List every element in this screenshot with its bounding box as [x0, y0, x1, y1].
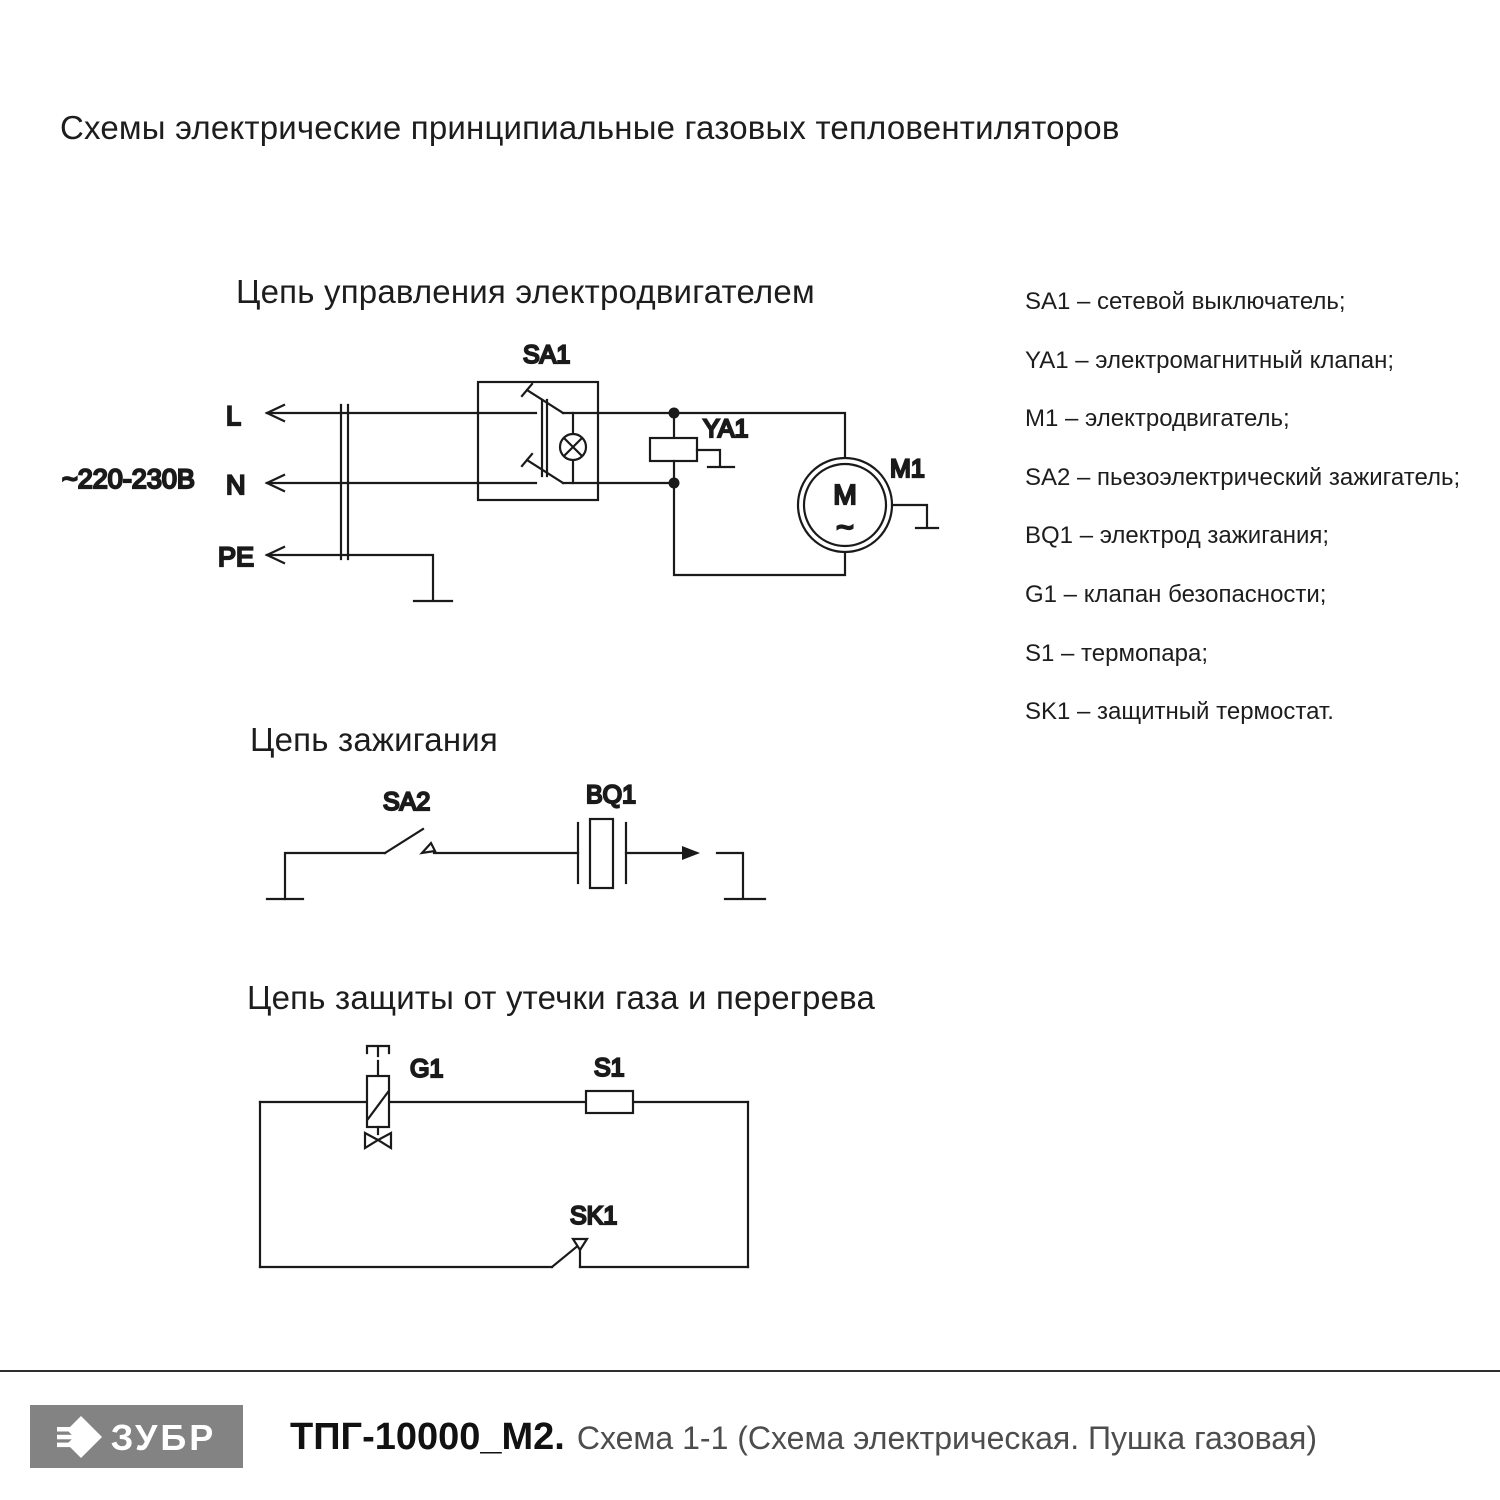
brand-logo [30, 1405, 243, 1468]
spark-arrow-icon [682, 846, 700, 860]
legend-item-sk1: SK1 – защитный термостат. [1025, 698, 1334, 726]
valve-bowtie-icon [365, 1127, 391, 1148]
legend-item-g1: G1 – клапан безопасности; [1025, 580, 1327, 608]
footer-model: ТПГ-10000_М2. [290, 1416, 565, 1458]
legend-item-sa1: SA1 – сетевой выключатель; [1025, 288, 1346, 315]
thermo-head-icon [367, 1046, 389, 1076]
g1-safety-valve-symbol [365, 1046, 391, 1148]
circuit3-title: Цепь защиты от утечки газа и перегрева [247, 979, 876, 1016]
bq1-piezo-symbol [578, 819, 626, 888]
sa2-label: SA2 [383, 788, 431, 816]
legend-item-m1: M1 – электродвигатель; [1025, 405, 1290, 433]
motor-wave-symbol: ~ [836, 511, 854, 544]
legend-item-s1: S1 – термопара; [1025, 639, 1209, 667]
footer-caption: Схема 1-1 (Схема электрическая. Пушка газовая) [576, 1420, 1317, 1456]
circuit2-title: Цепь зажигания [250, 721, 498, 758]
bq1-label: BQ1 [586, 781, 637, 809]
legend-item-bq1: BQ1 – электрод зажигания; [1025, 522, 1330, 550]
pe-wire [267, 555, 433, 600]
circuit1-title: Цепь управления электродвигателем [236, 273, 815, 310]
line-pe-label: PE [218, 542, 255, 572]
zubr-arrow-icon [57, 1415, 103, 1459]
sa1-switch-group [478, 341, 598, 500]
page-title: Схемы электрические принципиальные газовых тепловентиляторов [60, 109, 1120, 146]
sa2-switch-symbol [385, 829, 435, 853]
ya1-ground-tap [697, 450, 720, 466]
protection-circuit [260, 1046, 748, 1267]
legend-item-ya1: YA1 – электромагнитный клапан; [1025, 346, 1395, 374]
legend-item-sa2: SA2 – пьезоэлектрический зажигатель; [1025, 463, 1461, 491]
s1-thermocouple-symbol [586, 1091, 633, 1113]
sk1-thermostat-symbol [552, 1239, 587, 1267]
sa1-linkage [542, 400, 547, 476]
voltage-label: ~220-230В [62, 464, 195, 494]
motor-letter: M [833, 479, 857, 510]
g1-label: G1 [410, 1055, 444, 1083]
m1-label: M1 [890, 455, 925, 483]
s1-label: S1 [594, 1054, 625, 1082]
footer-divider [0, 1370, 1500, 1372]
sa1-label: SA1 [523, 341, 571, 369]
motor-control-circuit [62, 341, 938, 601]
line-n-label: N [226, 470, 246, 500]
sk1-label: SK1 [570, 1202, 618, 1230]
ignition-circuit [267, 781, 765, 899]
ya1-coil-group [650, 413, 748, 483]
indicator-lamp-icon [560, 413, 586, 483]
electrode-ground-group [717, 853, 765, 899]
footer-text [290, 1418, 1317, 1456]
m1-motor-group [798, 455, 938, 552]
ya1-coil [650, 438, 697, 461]
motor-ground-tap [892, 505, 927, 527]
power-input-group [62, 401, 478, 601]
line-l-label: L [226, 401, 242, 431]
brand-name: ЗУБР [110, 1416, 217, 1458]
ya1-label: YA1 [703, 415, 749, 443]
